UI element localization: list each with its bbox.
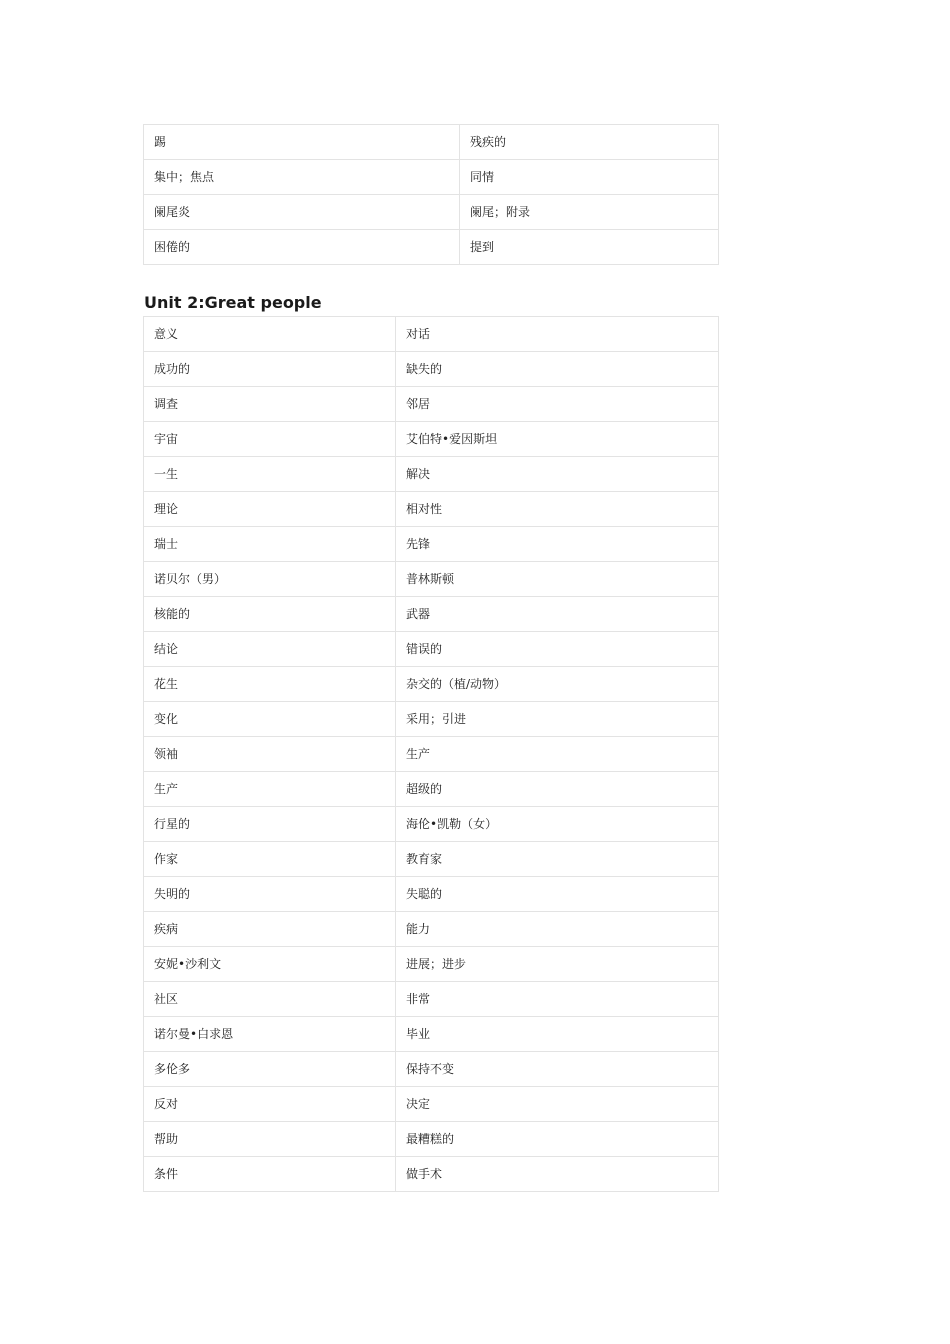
vocab-table-unit-2-body xyxy=(144,317,719,1192)
term-cell-right: 阑尾；附录 xyxy=(460,195,719,230)
term-cell-left: 帮助 xyxy=(144,1122,396,1157)
term-cell-right: 普林斯顿 xyxy=(396,562,719,597)
term-cell-left: 核能的 xyxy=(144,597,396,632)
table-row xyxy=(144,667,719,702)
term-cell-left: 失明的 xyxy=(144,877,396,912)
term-cell-left: 疾病 xyxy=(144,912,396,947)
term-cell-right: 海伦•凯勒（女） xyxy=(396,807,719,842)
table-row xyxy=(144,597,719,632)
term-cell-left: 作家 xyxy=(144,842,396,877)
term-cell-left: 领袖 xyxy=(144,737,396,772)
table-row xyxy=(144,387,719,422)
term-cell-right: 非常 xyxy=(396,982,719,1017)
table-row xyxy=(144,160,719,195)
term-cell-left: 行星的 xyxy=(144,807,396,842)
unit-2-heading: Unit 2:Great people xyxy=(144,293,322,312)
term-cell-right: 失聪的 xyxy=(396,877,719,912)
term-cell-left: 安妮•沙利文 xyxy=(144,947,396,982)
term-cell-left: 一生 xyxy=(144,457,396,492)
term-cell-left: 条件 xyxy=(144,1157,396,1192)
table-row xyxy=(144,422,719,457)
term-cell-right: 残疾的 xyxy=(460,125,719,160)
table-row xyxy=(144,562,719,597)
term-cell-left: 反对 xyxy=(144,1087,396,1122)
term-cell-left: 阑尾炎 xyxy=(144,195,460,230)
term-cell-left: 调查 xyxy=(144,387,396,422)
term-cell-right: 生产 xyxy=(396,737,719,772)
term-cell-right: 艾伯特•爱因斯坦 xyxy=(396,422,719,457)
term-cell-right: 最糟糕的 xyxy=(396,1122,719,1157)
term-cell-left: 变化 xyxy=(144,702,396,737)
term-cell-right: 做手术 xyxy=(396,1157,719,1192)
vocab-table-1-body xyxy=(144,125,719,265)
term-cell-right: 错误的 xyxy=(396,632,719,667)
table-row xyxy=(144,912,719,947)
term-cell-left: 结论 xyxy=(144,632,396,667)
term-cell-right: 超级的 xyxy=(396,772,719,807)
term-cell-right: 杂交的（植/动物） xyxy=(396,667,719,702)
vocab-table-1 xyxy=(143,124,719,265)
table-row xyxy=(144,317,719,352)
table-row xyxy=(144,947,719,982)
table-row xyxy=(144,982,719,1017)
term-cell-right: 决定 xyxy=(396,1087,719,1122)
table-row xyxy=(144,1087,719,1122)
table-row xyxy=(144,1157,719,1192)
table-row xyxy=(144,807,719,842)
term-cell-left: 诺贝尔（男） xyxy=(144,562,396,597)
term-cell-left: 社区 xyxy=(144,982,396,1017)
term-cell-left: 花生 xyxy=(144,667,396,702)
term-cell-left: 困倦的 xyxy=(144,230,460,265)
term-cell-right: 邻居 xyxy=(396,387,719,422)
term-cell-right: 缺失的 xyxy=(396,352,719,387)
term-cell-right: 解决 xyxy=(396,457,719,492)
term-cell-right: 毕业 xyxy=(396,1017,719,1052)
vocab-table-unit-2 xyxy=(143,316,719,1192)
table-row xyxy=(144,737,719,772)
term-cell-left: 宇宙 xyxy=(144,422,396,457)
table-row xyxy=(144,195,719,230)
table-row xyxy=(144,230,719,265)
term-cell-right: 提到 xyxy=(460,230,719,265)
term-cell-left: 瑞士 xyxy=(144,527,396,562)
table-row xyxy=(144,772,719,807)
table-row xyxy=(144,527,719,562)
table-row xyxy=(144,125,719,160)
table-row xyxy=(144,702,719,737)
term-cell-left: 生产 xyxy=(144,772,396,807)
table-row xyxy=(144,1052,719,1087)
term-cell-right: 武器 xyxy=(396,597,719,632)
term-cell-left: 集中；焦点 xyxy=(144,160,460,195)
term-cell-left: 意义 xyxy=(144,317,396,352)
table-row xyxy=(144,1122,719,1157)
term-cell-right: 对话 xyxy=(396,317,719,352)
table-row xyxy=(144,842,719,877)
table-row xyxy=(144,352,719,387)
table-row xyxy=(144,632,719,667)
term-cell-left: 理论 xyxy=(144,492,396,527)
table-row xyxy=(144,877,719,912)
table-row xyxy=(144,1017,719,1052)
table-row xyxy=(144,457,719,492)
term-cell-right: 进展；进步 xyxy=(396,947,719,982)
term-cell-left: 踢 xyxy=(144,125,460,160)
term-cell-left: 诺尔曼•白求恩 xyxy=(144,1017,396,1052)
term-cell-right: 采用；引进 xyxy=(396,702,719,737)
term-cell-right: 先锋 xyxy=(396,527,719,562)
term-cell-right: 能力 xyxy=(396,912,719,947)
term-cell-left: 成功的 xyxy=(144,352,396,387)
term-cell-right: 保持不变 xyxy=(396,1052,719,1087)
term-cell-right: 教育家 xyxy=(396,842,719,877)
term-cell-right: 同情 xyxy=(460,160,719,195)
term-cell-right: 相对性 xyxy=(396,492,719,527)
table-row xyxy=(144,492,719,527)
term-cell-left: 多伦多 xyxy=(144,1052,396,1087)
